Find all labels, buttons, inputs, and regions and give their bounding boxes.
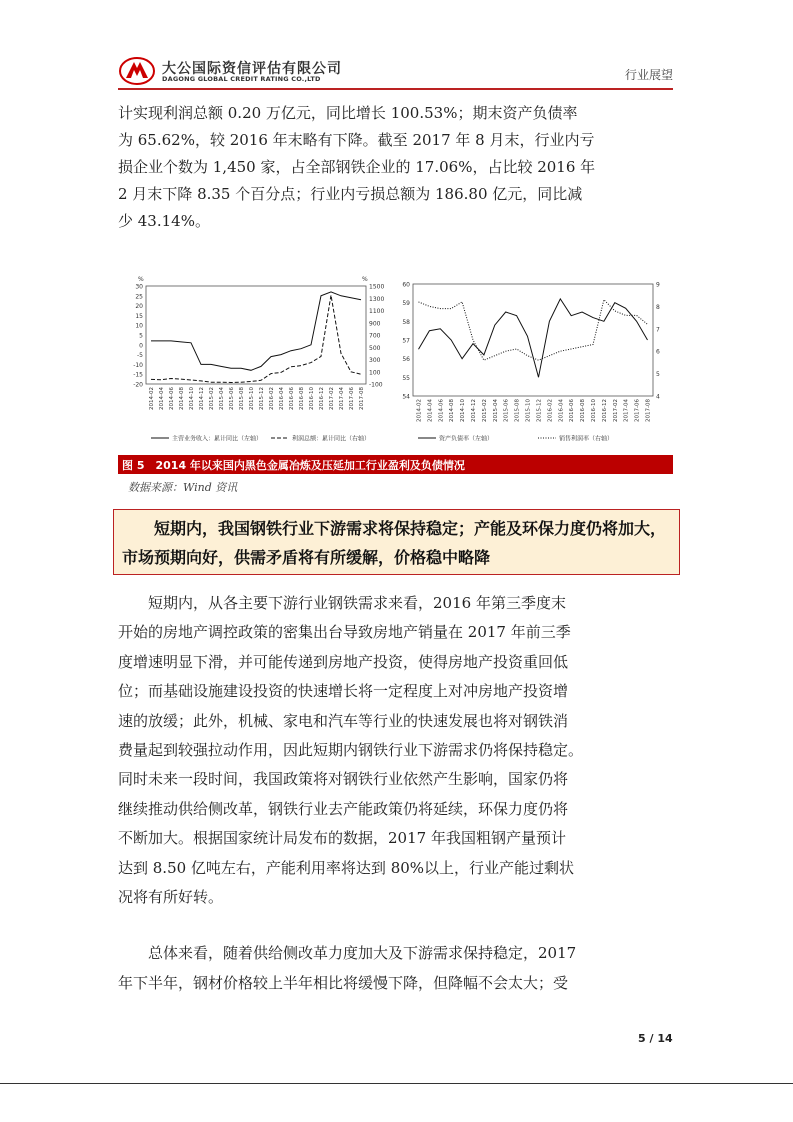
y-tick-label-left: -5 [137,352,143,360]
text-line: 费量起到较强拉动作用，因此短期内钢铁行业下游需求仍将保持稳定。 [118,741,584,760]
x-tick-label: 2015-10 [525,399,532,422]
y-tick-label-right: 100 [369,369,381,377]
x-tick-label: 2017-02 [329,387,335,410]
x-tick-label: 2015-12 [536,399,543,422]
y-unit-left: % [138,276,144,283]
y-tick-label-right: 9 [656,281,660,289]
text-line: 总体来看，随着供给侧改革力度加大及下游需求保持稳定，2017 [118,944,577,962]
series-line [419,299,648,377]
x-tick-label: 2016-10 [309,387,315,410]
body-paragraph-2 [118,938,678,998]
x-tick-label: 2014-02 [149,387,155,410]
x-tick-label: 2014-04 [427,399,434,422]
figure-caption-bar [118,455,673,474]
y-tick-label-right: -100 [369,381,383,389]
text-line: 年下半年，钢材价格较上半年相比将缓慢下降，但降幅不会太大；受 [118,974,569,992]
y-tick-label-left: 59 [402,300,410,308]
legend-label: 利润总额：累计同比（右轴） [292,435,371,443]
y-tick-label-right: 1100 [369,308,385,315]
y-tick-label-left: -15 [133,371,143,379]
text-line: 况将有所好转。 [118,888,224,907]
y-tick-label-right: 7 [656,326,660,334]
y-tick-label-right: 5 [656,371,660,379]
text-line: 不断加大。根据国家统计局发布的数据，2017 年我国粗钢产量预计 [118,829,566,848]
y-tick-label-right: 300 [369,357,381,364]
x-tick-label: 2014-10 [189,387,195,410]
legend-label: 主营业务收入：累计同比（左轴） [172,435,263,443]
y-tick-label-right: 500 [369,344,381,352]
header-divider [118,88,673,90]
y-tick-label-left: 20 [135,303,143,311]
y-tick-label-left: 5 [139,332,143,340]
page-number: 5 / 14 [638,1032,673,1045]
text-line: 度增速明显下滑，并可能传递到房地产投资，使得房地产投资重回低 [118,652,569,671]
y-tick-label-left: 56 [402,356,410,364]
x-tick-label: 2016-12 [319,387,325,410]
key-point-text: 短期内，我国钢铁行业下游需求将保持稳定；产能及环保力度仍将加大，市场预期向好，供需矛盾将有所缓解，价格稳中略降 [122,519,667,567]
y-tick-label-right: 8 [656,303,660,311]
x-tick-label: 2014-10 [460,399,467,422]
text-line: 位；而基础设施建设投资的快速增长将一定程度上对冲房地产投资增 [118,682,569,701]
company-name-cn: 大公国际资信评估有限公司 [162,61,342,77]
text-line: 速的放缓；此外，机械、家电和汽车等行业的快速发展也将对钢铁消 [118,711,569,730]
x-tick-label: 2017-06 [349,387,355,410]
y-tick-label-right: 1500 [369,283,385,291]
text-line: 开始的房地产调控政策的密集出台导致房地产销量在 2017 年前三季 [118,623,571,642]
x-tick-label: 2016-10 [591,399,597,422]
x-tick-label: 2017-08 [645,399,652,422]
text-line: 损企业个数为 1,450 家，占全部钢铁企业的 17.06%，占比较 2016 年 [118,158,596,176]
x-tick-label: 2014-08 [179,387,185,410]
y-tick-label-left: 25 [135,293,143,301]
y-tick-label-right: 900 [369,320,381,328]
figure-source: 数据来源：Wind 资讯 [128,481,238,494]
y-tick-label-left: 60 [402,281,410,289]
text-line: 继续推动供给侧改革，钢铁行业去产能政策仍将延续，环保力度仍将 [118,799,569,818]
y-unit-right: % [362,276,368,283]
text-line: 同时未来一段时间，我国政策将对钢铁行业依然产生影响，国家仍将 [118,770,569,789]
text-line: 2 月末下降 8.35 个百分点；行业内亏损总额为 186.80 亿元，同比减 [118,185,583,203]
figure-caption: 图 5 2014 年以来国内黑色金属冶炼及压延加工行业盈利及负债情况 [122,459,465,472]
x-tick-label: 2016-02 [547,399,554,422]
text-line: 达到 8.50 亿吨左右，产能利用率将达到 80%以上，行业产能过剩状 [118,858,575,877]
x-tick-label: 2016-04 [558,399,565,422]
x-tick-label: 2016-06 [569,399,576,422]
x-tick-label: 2016-08 [299,387,305,410]
x-tick-label: 2014-02 [416,399,423,422]
y-tick-label-left: 58 [402,318,410,326]
x-tick-label: 2017-06 [634,399,641,422]
x-tick-label: 2015-12 [259,387,265,410]
y-tick-label-right: 1300 [369,295,385,303]
chart-revenue-profit [118,270,388,450]
x-tick-label: 2015-04 [219,387,225,410]
x-tick-label: 2014-12 [471,399,477,422]
x-tick-label: 2016-08 [580,399,587,422]
footer-divider [0,1083,793,1084]
x-tick-label: 2015-08 [514,399,521,422]
x-tick-label: 2017-04 [623,399,630,422]
y-tick-label-right: 4 [656,393,660,401]
section-title: 行业展望 [624,68,673,82]
key-point-box [113,509,680,575]
y-tick-label-left: 54 [402,393,410,401]
text-line: 为 65.62%，较 2016 年末略有下降。截至 2017 年 8 月末，行业内亏 [118,131,595,149]
text-line: 计实现利润总额 0.20 万亿元，同比增长 100.53%；期末资产负债率 [118,104,578,122]
y-tick-label-left: 30 [135,283,143,291]
company-name-en: DAGONG GLOBAL CREDIT RATING CO.,LTD [162,75,321,83]
y-tick-label-left: -10 [133,361,143,369]
x-tick-label: 2016-04 [279,387,285,410]
series-line [151,295,361,382]
x-tick-label: 2016-02 [269,387,275,410]
plot-frame [146,286,366,384]
chart-debt-margin [393,270,673,450]
company-logo-icon [118,56,156,86]
y-tick-label-left: 0 [139,342,143,350]
x-tick-label: 2016-12 [601,399,608,422]
x-tick-label: 2015-04 [492,399,499,422]
x-tick-label: 2015-08 [239,387,245,410]
x-tick-label: 2014-06 [438,399,445,422]
text-line: 短期内，从各主要下游行业钢铁需求来看，2016 年第三季度末 [118,594,566,612]
series-line [419,300,648,361]
y-tick-label-left: 57 [402,337,410,345]
body-paragraph [118,589,678,912]
x-tick-label: 2014-08 [449,399,456,422]
x-tick-label: 2017-02 [612,399,619,422]
x-tick-label: 2014-04 [159,387,165,410]
x-tick-label: 2015-02 [209,387,215,410]
x-tick-label: 2017-04 [339,387,345,410]
intro-paragraph [118,100,678,235]
y-tick-label-left: -20 [133,381,143,389]
x-tick-label: 2015-06 [229,387,235,410]
x-tick-label: 2017-08 [359,387,365,410]
x-tick-label: 2014-12 [199,387,205,410]
y-tick-label-right: 6 [656,348,660,356]
x-tick-label: 2015-10 [249,387,255,410]
legend-label: 销售利润率（右轴） [559,435,614,443]
y-tick-label-left: 55 [402,374,410,382]
x-tick-label: 2014-06 [169,387,175,410]
figure-charts [118,270,673,450]
y-tick-label-left: 10 [135,322,143,330]
legend-label: 资产负债率（左轴） [439,435,494,443]
x-tick-label: 2015-06 [503,399,510,422]
x-tick-label: 2015-02 [481,399,488,422]
y-tick-label-left: 15 [135,312,143,320]
plot-frame [413,284,653,396]
y-tick-label-right: 700 [369,332,381,340]
text-line: 少 43.14%。 [118,212,210,230]
x-tick-label: 2016-06 [289,387,295,410]
page-header [118,52,673,90]
